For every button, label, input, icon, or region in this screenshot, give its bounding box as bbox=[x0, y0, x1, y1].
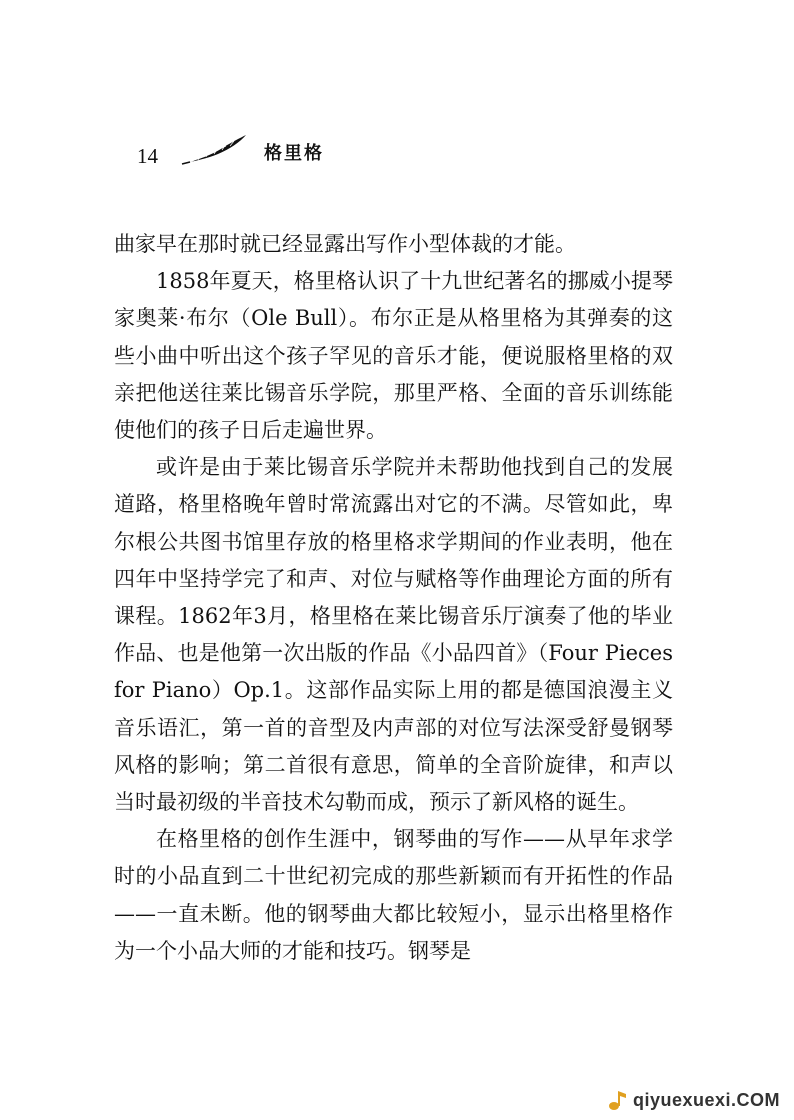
music-note-logo-icon bbox=[607, 1088, 629, 1112]
paragraph: 1858年夏天，格里格认识了十九世纪著名的挪威小提琴家奥莱·布尔（Ole Bull）。布尔正是从格里格为其弹奏的这些小曲中听出这个孩子罕见的音乐才能，便说服格里格的双亲把他送往莱比锡音乐学院，那里严格、全面的音乐训练能使他们的孩子日后走遍世界。 bbox=[114, 269, 673, 443]
page-header bbox=[0, 0, 794, 190]
paragraph: 或许是由于莱比锡音乐学院并未帮助他找到自己的发展道路，格里格晚年曾时常流露出对它的不满。尽管如此，卑尔根公共图书馆里存放的格里格求学期间的作业表明，他在四年中坚持学完了和声、对位与赋格等作曲理论方面的所有课程。1862年3月，格里格在莱比锡音乐厅演奏了他的毕业作品、也是他第一次出版的作品《小品四首》（Four Pieces for Piano）Op.1。这部作品实际上用的都是德国浪漫主义音乐语汇，第一首的音型及内声部的对位写法深受舒曼钢琴风格的影响；第二首很有意思，简单的全音阶旋律，和声以当时最初级的半音技术勾勒而成，预示了新风格的诞生。 bbox=[114, 455, 673, 815]
page-number: 14 bbox=[137, 144, 158, 168]
paragraph: 在格里格的创作生涯中，钢琴曲的写作——从早年求学时的小品直到二十世纪初完成的那些新颖而有开拓性的作品——一直未断。他的钢琴曲大都比较短小，显示出格里格作为一个小品大师的才能和技巧。钢琴是 bbox=[114, 827, 673, 963]
site-watermark bbox=[607, 1088, 780, 1112]
quill-pen-icon bbox=[180, 133, 248, 167]
paragraph: 曲家早在那时就已经显露出写作小型体裁的才能。 bbox=[114, 232, 576, 256]
body-text bbox=[114, 226, 673, 970]
running-title: 格里格 bbox=[264, 143, 324, 164]
watermark-text: qiyuexuexi.COM bbox=[632, 1089, 780, 1110]
